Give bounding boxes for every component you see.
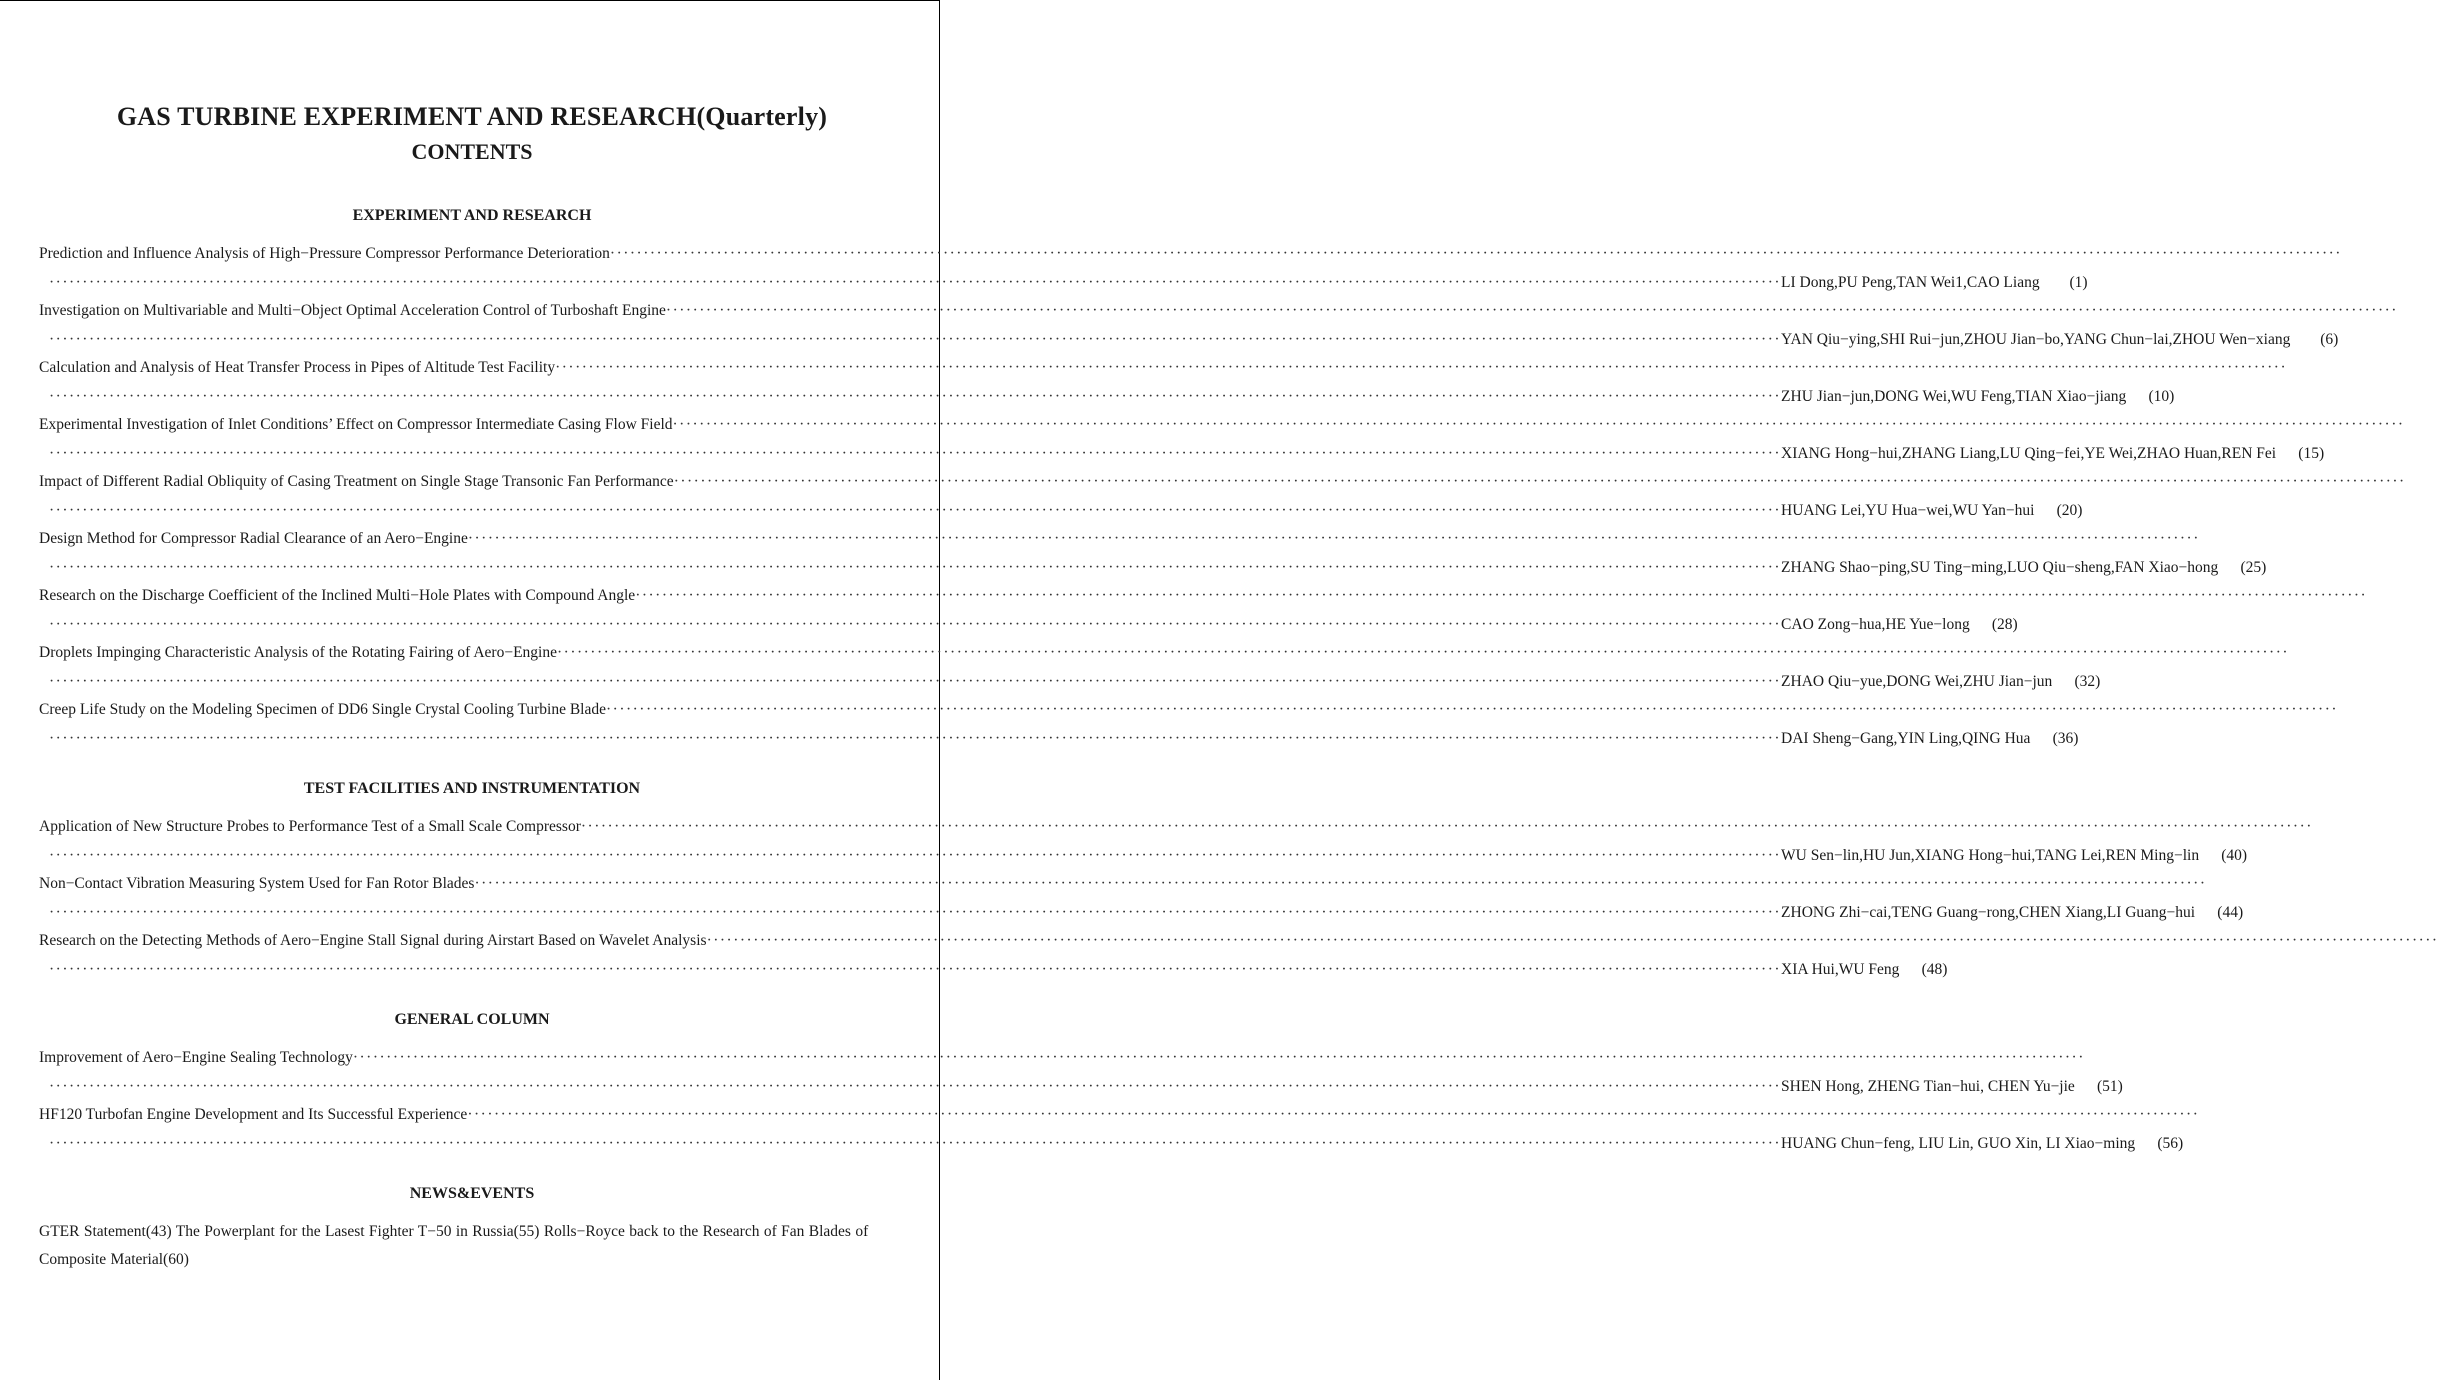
article-authors: ZHAO Qiu−yue,DONG Wei,ZHU Jian−jun <box>1781 672 2053 690</box>
toc-entry[interactable] <box>39 354 2288 411</box>
article-authors: YAN Qiu−ying,SHI Rui−jun,ZHOU Jian−bo,YANG Chun−lai,ZHOU Wen−xiang <box>1781 330 2291 348</box>
toc-entry-title-line <box>39 240 2342 269</box>
page-number: (48) <box>1921 960 1948 978</box>
toc-entry-title-line <box>39 1101 2200 1130</box>
article-title: Research on the Detecting Methods of Aero−Engine Stall Signal during Airstart Based on Wavelet Analysis <box>39 932 707 949</box>
article-title: Prediction and Influence Analysis of High−Pressure Compressor Performance Deterioration <box>39 245 610 262</box>
article-title: Design Method for Compressor Radial Clearance of an Aero−Engine <box>39 530 468 547</box>
leader-dots: ···································································································································································································································································· <box>706 932 2439 949</box>
toc-entry-title-line <box>39 411 2405 440</box>
toc-entry-author-line <box>39 1130 2184 1159</box>
leader-dots: ···································································································································································································································································· <box>673 473 2406 490</box>
leader-dots: ···································································································································································································································································· <box>557 644 2290 661</box>
article-title: Droplets Impinging Characteristic Analysis of the Rotating Fairing of Aero−Engine <box>39 644 557 661</box>
article-authors: ZHONG Zhi−cai,TENG Guang−rong,CHEN Xiang,LI Guang−hui <box>1781 903 2196 921</box>
toc-entry-list <box>39 1044 2200 1158</box>
leader-dots: ···································································································································································································································································· <box>49 729 1782 747</box>
toc-entry-title-line <box>39 927 2439 956</box>
toc-entry-title-line <box>39 813 2313 842</box>
toc-entry-title-line <box>39 639 2290 668</box>
page-number: (1) <box>2069 273 2088 291</box>
contents-heading: CONTENTS <box>411 139 533 164</box>
article-authors: XIANG Hong−hui,ZHANG Liang,LU Qing−fei,YE Wei,ZHAO Huan,REN Fei <box>1781 444 2277 462</box>
page-number: (28) <box>1991 615 2018 633</box>
toc-entry-author-line <box>39 956 1948 985</box>
toc-entry[interactable] <box>39 696 2339 753</box>
page-number: (25) <box>2240 558 2267 576</box>
leader-dots: ···································································································································································································································································· <box>609 245 2342 262</box>
toc-entry-title-line <box>39 870 2207 899</box>
article-authors: ZHANG Shao−ping,SU Ting−ming,LUO Qiu−sheng,FAN Xiao−hong <box>1781 558 2219 576</box>
leader-dots: ···································································································································································································································································· <box>467 1106 2200 1123</box>
toc-entry-author-line <box>39 554 2267 583</box>
leader-dots: ···································································································································································································································································· <box>474 875 2207 892</box>
article-title: Non−Contact Vibration Measuring System Used for Fan Rotor Blades <box>39 875 475 892</box>
leader-dots: ···································································································································································································································································· <box>49 387 1782 405</box>
toc-entry-author-line <box>39 1073 2123 1102</box>
leader-dots: ···································································································································································································································································· <box>672 416 2405 433</box>
leader-dots: ···································································································································································································································································· <box>555 359 2288 376</box>
toc-sections <box>39 206 2439 1158</box>
toc-entry-title-line <box>39 354 2288 383</box>
toc-entry-title-line <box>39 1044 2085 1073</box>
toc-entry-author-line <box>39 611 2018 640</box>
toc-entry-author-line <box>39 383 2175 412</box>
article-authors: WU Sen−lin,HU Jun,XIANG Hong−hui,TANG Lei,REN Ming−lin <box>1781 846 2200 864</box>
article-title: Creep Life Study on the Modeling Specimen of DD6 Single Crystal Cooling Turbine Blade <box>39 701 606 718</box>
leader-dots: ···································································································································································································································································· <box>49 501 1782 519</box>
leader-dots: ···································································································································································································································································· <box>352 1049 2085 1066</box>
toc-entry-author-line <box>39 326 2339 355</box>
leader-dots: ···································································································································································································································································· <box>49 615 1782 633</box>
toc-entry[interactable] <box>39 1044 2123 1101</box>
article-title: Impact of Different Radial Obliquity of Casing Treatment on Single Stage Transonic Fan Performance <box>39 473 674 490</box>
leader-dots: ···································································································································································································································································· <box>49 444 1782 462</box>
article-title: Experimental Investigation of Inlet Conditions’ Effect on Compressor Intermediate Casing Flow Field <box>39 416 673 433</box>
article-title: Application of New Structure Probes to Performance Test of a Small Scale Compressor <box>39 818 581 835</box>
toc-entry-list <box>39 240 2406 753</box>
article-authors: HUANG Chun−feng, LIU Lin, GUO Xin, LI Xiao−ming <box>1781 1134 2136 1152</box>
leader-dots: ···································································································································································································································································· <box>635 587 2368 604</box>
toc-entry[interactable] <box>39 582 2368 639</box>
article-authors: ZHU Jian−jun,DONG Wei,WU Feng,TIAN Xiao−jiang <box>1781 387 2127 405</box>
toc-entry-author-line <box>39 269 2088 298</box>
page-number: (56) <box>2157 1134 2184 1152</box>
toc-entry-title-line <box>39 582 2368 611</box>
toc-entry[interactable] <box>39 240 2342 297</box>
page-number: (44) <box>2217 903 2244 921</box>
page-number: (32) <box>2074 672 2101 690</box>
leader-dots: ···································································································································································································································································· <box>606 701 2339 718</box>
news-section <box>39 1184 905 1274</box>
toc-entry-title-line <box>39 696 2339 725</box>
article-title: Improvement of Aero−Engine Sealing Technology <box>39 1049 353 1066</box>
article-authors: LI Dong,PU Peng,TAN Wei1,CAO Liang <box>1781 273 2040 291</box>
leader-dots: ···································································································································································································································································· <box>49 558 1782 576</box>
page-number: (40) <box>2221 846 2248 864</box>
page-number: (51) <box>2096 1077 2123 1095</box>
leader-dots: ···································································································································································································································································· <box>49 672 1782 690</box>
article-title: Calculation and Analysis of Heat Transfer Process in Pipes of Altitude Test Facility <box>39 359 556 376</box>
article-authors: SHEN Hong, ZHENG Tian−hui, CHEN Yu−jie <box>1781 1077 2075 1095</box>
toc-entry-author-line <box>39 899 2244 928</box>
article-title: HF120 Turbofan Engine Development and Its Successful Experience <box>39 1106 468 1123</box>
page-number: (15) <box>2298 444 2325 462</box>
section-title: EXPERIMENT AND RESEARCH <box>352 207 592 224</box>
article-authors: HUANG Lei,YU Hua−wei,WU Yan−hui <box>1781 501 2035 519</box>
page-number: (36) <box>2052 729 2079 747</box>
page-number: (10) <box>2148 387 2175 405</box>
toc-entry-author-line <box>39 497 2083 526</box>
leader-dots: ···································································································································································································································································· <box>49 330 1782 348</box>
toc-entry-author-line <box>39 440 2325 469</box>
article-authors: CAO Zong−hua,HE Yue−long <box>1781 615 1970 633</box>
toc-entry-list <box>39 813 2439 984</box>
leader-dots: ···································································································································································································································································· <box>49 903 1782 921</box>
toc-entry[interactable] <box>39 1101 2200 1158</box>
toc-section <box>39 1010 2200 1158</box>
toc-section <box>39 206 2406 753</box>
toc-entry[interactable] <box>39 468 2406 525</box>
section-title: TEST FACILITIES AND INSTRUMENTATION <box>303 780 641 797</box>
section-title-news: NEWS&EVENTS <box>409 1185 535 1202</box>
article-authors: XIA Hui,WU Feng <box>1781 960 1900 978</box>
toc-entry-author-line <box>39 842 2248 871</box>
toc-entry-title-line <box>39 468 2406 497</box>
toc-entry[interactable] <box>39 525 2267 582</box>
toc-entry[interactable] <box>39 411 2405 468</box>
page-number: (6) <box>2320 330 2339 348</box>
article-title: Research on the Discharge Coefficient of the Inclined Multi−Hole Plates with Compound Angle <box>39 587 636 604</box>
news-text: GTER Statement(43) The Powerplant for the Lasest Fighter T−50 in Russia(55) Rolls−Royce back to the Research of Fan Blades of Composite Material(60) <box>39 1223 869 1268</box>
page-number: (20) <box>2056 501 2083 519</box>
contents-page <box>39 100 2439 1274</box>
leader-dots: ···································································································································································································································································· <box>49 960 1782 978</box>
article-title: Investigation on Multivariable and Multi−Object Optimal Acceleration Control of Turboshaft Engine <box>39 302 666 319</box>
toc-entry-title-line <box>39 525 2200 554</box>
leader-dots: ···································································································································································································································································· <box>49 1134 1782 1152</box>
toc-entry-author-line <box>39 725 2079 754</box>
leader-dots: ···································································································································································································································································· <box>49 273 1782 291</box>
leader-dots: ···································································································································································································································································· <box>580 818 2313 835</box>
article-authors: DAI Sheng−Gang,YIN Ling,QING Hua <box>1781 729 2031 747</box>
leader-dots: ···································································································································································································································································· <box>49 1077 1782 1095</box>
journal-title: GAS TURBINE EXPERIMENT AND RESEARCH(Quarterly) <box>116 102 828 131</box>
toc-entry-title-line <box>39 297 2398 326</box>
leader-dots: ···································································································································································································································································· <box>49 846 1782 864</box>
toc-entry-author-line <box>39 668 2101 697</box>
toc-entry[interactable] <box>39 639 2290 696</box>
toc-entry[interactable] <box>39 813 2313 870</box>
toc-section <box>39 779 2439 984</box>
leader-dots: ···································································································································································································································································· <box>665 302 2398 319</box>
section-title: GENERAL COLUMN <box>394 1011 550 1028</box>
toc-entry[interactable] <box>39 297 2398 354</box>
toc-entry[interactable] <box>39 927 2439 984</box>
leader-dots: ···································································································································································································································································· <box>467 530 2200 547</box>
toc-entry[interactable] <box>39 870 2244 927</box>
